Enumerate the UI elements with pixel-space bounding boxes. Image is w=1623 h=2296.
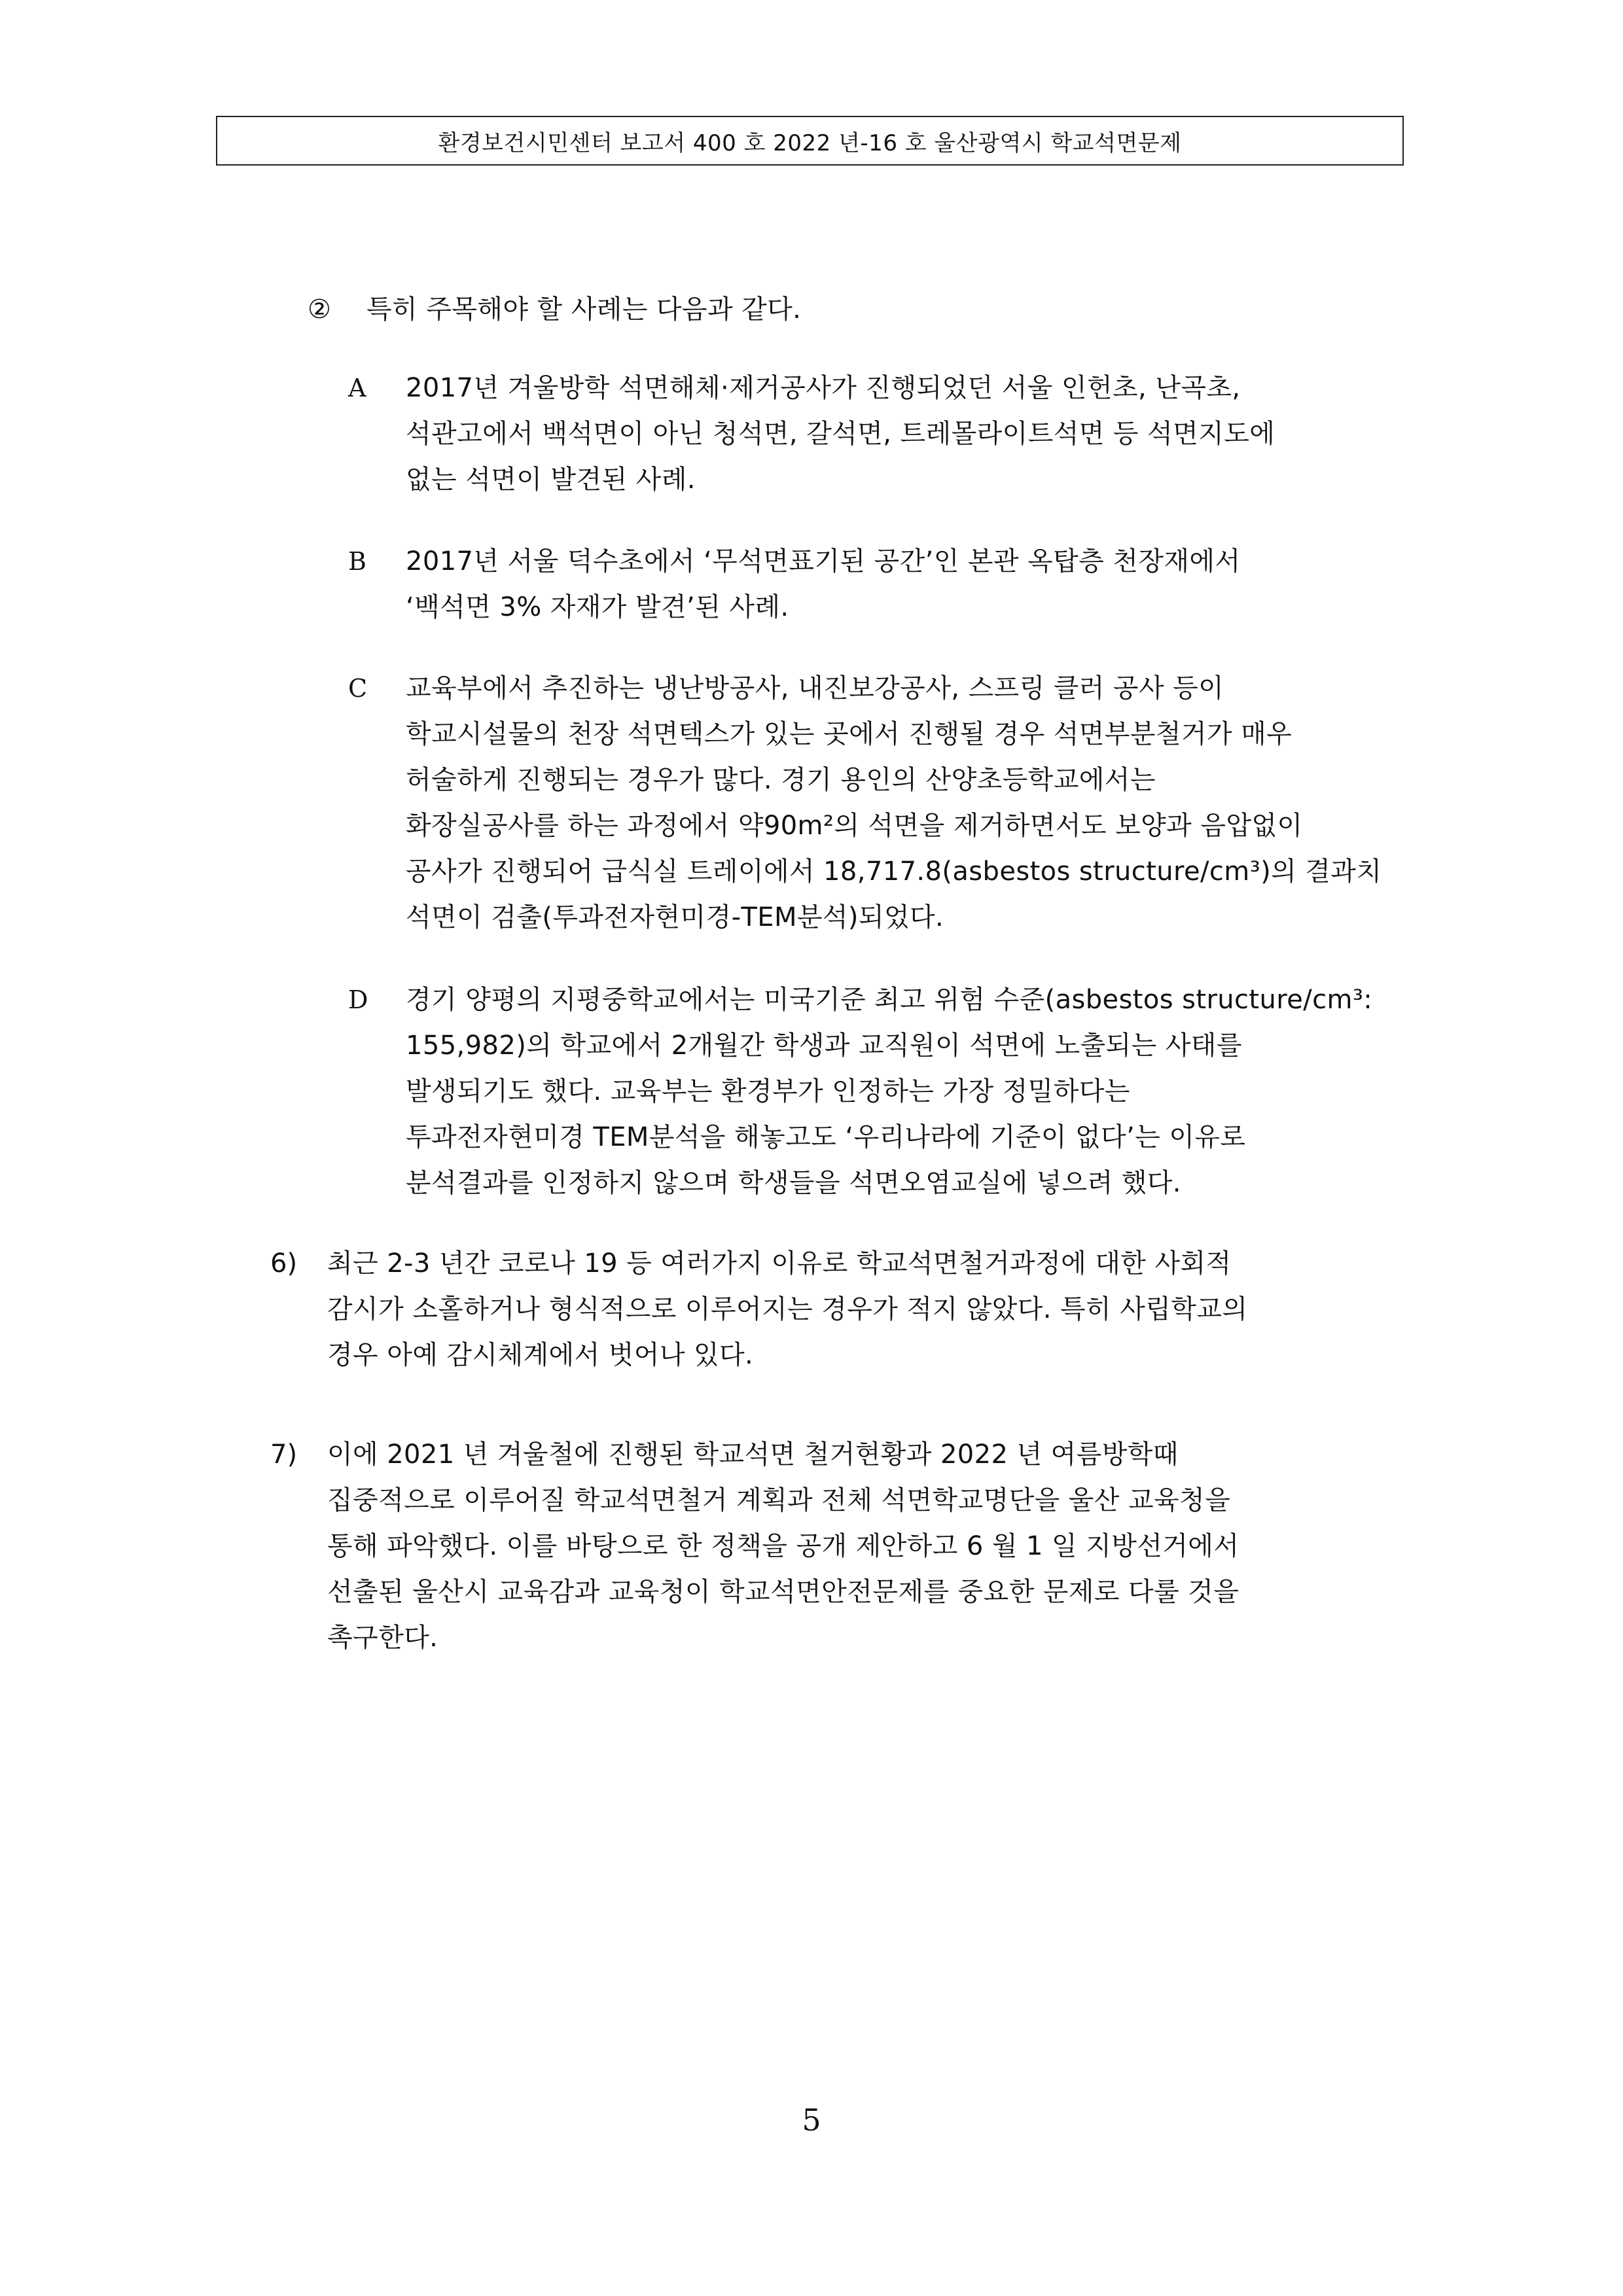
case-d-line-3: 발생되기도 했다. 교육부는 환경부가 인정하는 가장 정밀하다는: [406, 1076, 1130, 1106]
case-b-line-1: 2017년 서울 덕수초에서 ‘무석면표기된 공간’인 본관 옥탑층 천장재에서: [406, 546, 1241, 576]
case-d-line-2: 155,982)의 학교에서 2개월간 학생과 교직원이 석면에 노출되는 사태를: [406, 1031, 1242, 1061]
item-6-line-3: 경우 아예 감시체계에서 벗어나 있다.: [327, 1340, 754, 1370]
case-c-line-2: 학교시설물의 천장 석면텍스가 있는 곳에서 진행될 경우 석면부분철거가 매우: [406, 719, 1293, 749]
item-7-line-2: 집중적으로 이루어질 학교석면철거 계획과 전체 석면학교명단을 울산 교육청을: [327, 1485, 1231, 1515]
case-a-line-3: 없는 석면이 발견된 사례.: [406, 465, 696, 495]
case-c-line-4: 화장실공사를 하는 과정에서 약90m²의 석면을 제거하면서도 보양과 음압없이: [406, 811, 1303, 841]
report-header: [216, 116, 1404, 166]
case-b-line-2: ‘백석면 3% 자재가 발견’된 사례.: [406, 592, 789, 622]
item-6-marker: 6): [270, 1248, 298, 1279]
page-number: 5: [802, 2102, 821, 2138]
item-7-marker: 7): [270, 1439, 298, 1470]
item-7-line-3: 통해 파악했다. 이를 바탕으로 한 정책을 공개 제안하고 6 월 1 일 지방선거에서: [327, 1531, 1240, 1561]
item-7-line-4: 선출된 울산시 교육감과 교육청이 학교석면안전문제를 중요한 문제로 다룰 것을: [327, 1577, 1240, 1607]
item-6-line-1: 최근 2-3 년간 코로나 19 등 여러가지 이유로 학교석면철거과정에 대한 사회적: [327, 1248, 1232, 1279]
report-header-title: 환경보건시민센터 보고서 400 호 2022 년-16 호 울산광역시 학교석면문제: [438, 130, 1182, 156]
intro-text: 특히 주목해야 할 사례는 다음과 같다.: [366, 294, 802, 325]
item-6-line-2: 감시가 소홀하거나 형식적으로 이루어지는 경우가 적지 않았다. 특히 사립학교의: [327, 1294, 1248, 1324]
case-c-marker: C: [348, 674, 368, 703]
intro-marker: ②: [308, 294, 331, 325]
case-c-line-6: 석면이 검출(투과전자현미경-TEM분석)되었다.: [406, 902, 944, 932]
case-a-line-1: 2017년 겨울방학 석면해체·제거공사가 진행되었던 서울 인헌초, 난곡초,: [406, 373, 1241, 403]
case-b-marker: B: [348, 547, 366, 576]
case-d-marker: D: [348, 985, 368, 1014]
case-d-line-1: 경기 양평의 지평중학교에서는 미국기준 최고 위험 수준(asbestos structure/cm³:: [406, 985, 1373, 1015]
item-7-line-5: 촉구한다.: [327, 1623, 438, 1653]
case-c-line-3: 허술하게 진행되는 경우가 많다. 경기 용인의 산양초등학교에서는: [406, 765, 1156, 795]
case-a-marker: A: [348, 374, 366, 402]
case-a-line-2: 석관고에서 백석면이 아닌 청석면, 갈석면, 트레몰라이트석면 등 석면지도에: [406, 419, 1275, 449]
case-d-line-4: 투과전자현미경 TEM분석을 해놓고도 ‘우리나라에 기준이 없다’는 이유로: [406, 1122, 1246, 1152]
case-c-line-5: 공사가 진행되어 급식실 트레이에서 18,717.8(asbestos structure/cm³)의 결과치: [406, 857, 1382, 887]
case-d-line-5: 분석결과를 인정하지 않으며 학생들을 석면오염교실에 넣으려 했다.: [406, 1168, 1181, 1198]
item-7-line-1: 이에 2021 년 겨울철에 진행된 학교석면 철거현황과 2022 년 여름방학때: [327, 1439, 1179, 1470]
case-c-line-1: 교육부에서 추진하는 냉난방공사, 내진보강공사, 스프링 클러 공사 등이: [406, 673, 1224, 703]
